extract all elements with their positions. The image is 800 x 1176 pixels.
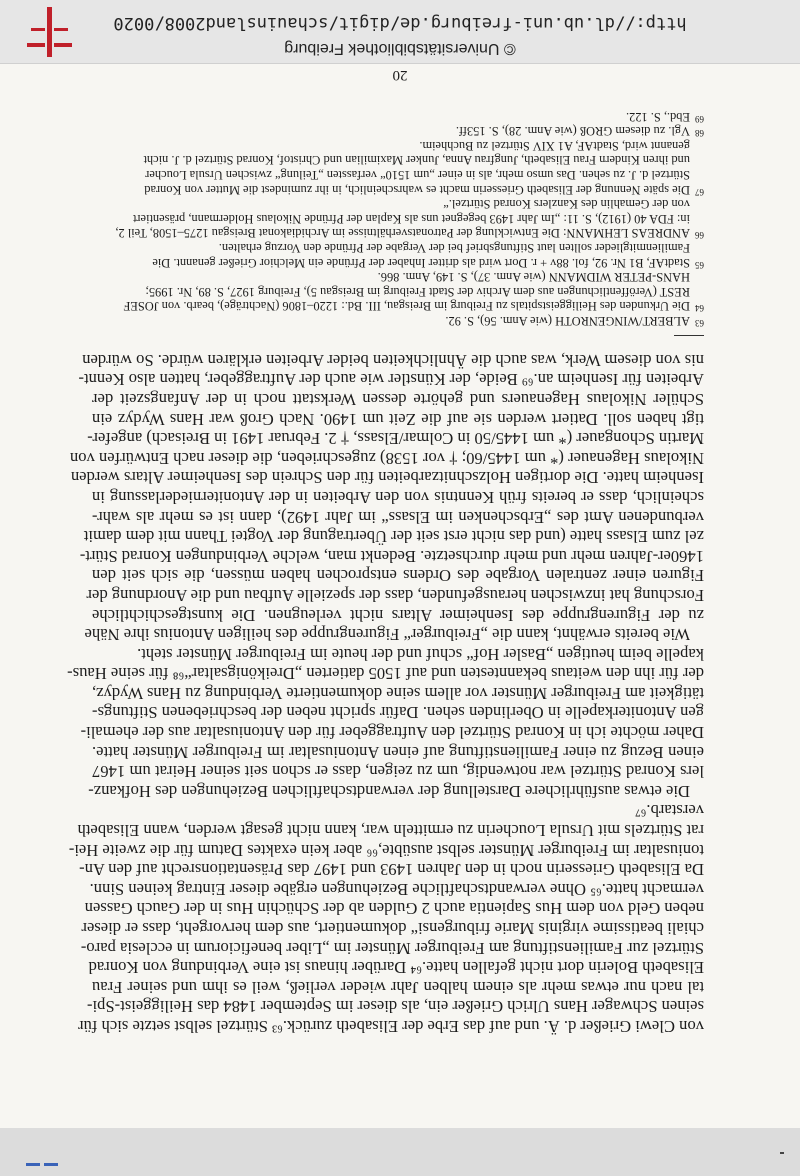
text-line: seinen Schwager Hans Ulrich Grießer ein, als dieser im September 1484 das Heiliggeist-Spi- [86, 997, 704, 1017]
text-line: Figuren einer zentralen Vorgabe des Ordens entsprochen haben müssen, die sich seit den [92, 566, 704, 586]
footnote [92, 124, 704, 139]
footnote [92, 270, 704, 314]
footnotes [92, 109, 704, 328]
text-line: nis von diesem Werk, was auch die Ähnlichkeiten beider Arbeiten erklären würde. So würden [82, 350, 704, 370]
footnote-line: in: FDA 40 (1912), S. 11: „Im Jahr 1493 begegnet uns als Kaplan der Pfründe Nikolaus Holdermann, präsentiert [132, 211, 690, 226]
text-line: verstarb.⁶⁷ [634, 801, 704, 821]
footnote-number: 64 [695, 303, 704, 314]
footnote-number: 68 [695, 128, 704, 139]
body-text [67, 350, 704, 1036]
text-line: Arbeiten für Isenheim an.⁶⁹ Beide, der Künstler wie auch der Auftraggeber, hatten also Kennt- [78, 370, 704, 390]
footnote-number: 65 [695, 259, 704, 270]
footnote-line: von der Gemahlin des Kanzlers Konrad Stürtzel.“ [443, 197, 690, 212]
text-line: Da Elisabeth Griesserin noch in den Jahren 1493 und 1497 das Präsentationsrecht auf den An- [79, 860, 704, 880]
text-line: chiali beatissime virginis Marie friburgensi“ dokumentiert, aus dem hervorgeht, dass er dieser [81, 919, 704, 939]
dash-icon [780, 1152, 784, 1154]
text-line: von Clewi Grießer d. Ä. und auf das Erbe der Elisabeth zurück.⁶³ Stürtzel selbst setzte sich für [78, 1017, 704, 1036]
footnote-line: Ebd., S. 122. [625, 109, 690, 124]
footnote-line: REST (Veröffentlichungen aus dem Archiv der Stadt Freiburg im Breisgau 5), Freiburg 1927, S. 89, Nr. 1995; [145, 284, 690, 299]
footnote-line: StadtAF, B1 Nr. 92, fol. 88v + r. Dort wird als dritter Inhaber der Pfründe ein Melchior Grießer genannt. Die [152, 255, 690, 270]
footnote-line: ANDREAS LEHMANN: Die Entwicklung der Patronatsverhältnisse im Archidiakonat Breisgau 1275–1508, Teil 2, [115, 226, 690, 241]
text-line: Elisabeth Bolerin dort nicht gefallen hatte.⁶⁴ Darüber hinaus ist eine Verbindung von Konrad [88, 958, 704, 978]
footnote-number: 63 [695, 318, 704, 328]
footnote-rule [674, 335, 704, 336]
footnote [92, 240, 704, 269]
footnote-line: und ihren Kindern Frau Elisabeth, Jungfrau Anna, Junker Maximilian und Christof, Konrad Stürtzel d. J. nicht [143, 153, 690, 168]
footnote-number: 67 [695, 186, 704, 197]
text-line: Martin Schongauer (* um 1445/50 in Colmar/Elsass, † 2. Februar 1491 in Breisach) angefer- [87, 429, 704, 449]
footnote-line: Stürtzel d. J. zu sehen. Das umso mehr, als in einer „um 1510“ verfassten „Teilung“ zwischen Ursula Loucher [145, 168, 690, 183]
text-line: Forschung hat inzwischen herausgefunden, dass der spezielle Aufbau und die Anordnung der [86, 585, 704, 605]
footnote-line: Familienmitglieder sollten laut Stiftungsbrief bei der Vergabe der Pfründe den Vorzug erhalten. [218, 241, 690, 256]
text-line: rat Stürtzels mit Ursula Loucherin zu ermitteln war, kann nicht gesagt werden, wann Elisabeth [77, 821, 704, 841]
text-line: tal nach nur etwas mehr als einem halben Jahr wieder verließ, weil es ihm und seiner Frau [92, 977, 704, 997]
text-line: Stürtzel zur Familienstiftung am Freiburger Münster im „Liber beneficiorum in ecclesia paro- [80, 938, 704, 958]
text-line: Die etwas ausführlichere Darstellung der verwandtschaftlichen Beziehungen des Hofkanz- [88, 781, 690, 801]
footnote-number: 69 [695, 113, 704, 124]
text-line: scheinlich, dass er bereits früh Kenntnis von den Arbeiten in der Antoniterniederlassung in [92, 487, 704, 507]
text-line: neben Geld von dem Hus Sapientia auch 2 Gulden ab der Schüchin Hus in der Gauch Gassen [84, 899, 704, 919]
text-line: einen Bezug zu einer Familienstiftung auf einen Antoniusaltar im Freiburger Münster hatte. [92, 742, 704, 762]
text-line: Wie bereits erwähnt, kann die „Freiburger“ Figurengruppe des heiligen Antonius ihre Nähe [84, 625, 690, 645]
text-line: lers Konrad Stürtzel war notwendig, um zu zeigen, dass er schon seit seiner Heirat um 1467 [92, 762, 704, 782]
text-line: der für ihn den weitaus bekanntesten und auf 1505 datierten „Dreikönigsaltar“⁶⁸ für seine Haus- [67, 664, 704, 684]
copyright-notice: © Universitätsbibliothek Freiburg [284, 40, 516, 57]
footnote-line: genannt wird, StadtAF, A1 XIV Stürtzel zu Buchheim. [419, 138, 690, 153]
text-line: 1460er-Jahren mehr und mehr durchsetzte. Bedenkt man, welche Verbindungen Konrad Stürt- [79, 546, 704, 566]
text-line: Nikolaus Hagenauer (* um 1445/60; † vor 1538) zugeschrieben, die dieser nach Entwürfen von [69, 448, 704, 468]
text-line: tätigkeit am Freiburger Münster vor allem seine dokumentierte Verbindung zu Hans Wydyz, [92, 683, 704, 703]
footnote-number: 66 [695, 230, 704, 241]
footnote [92, 138, 704, 196]
viewer-bottom-bar [0, 1127, 800, 1176]
text-line: Daher möchte ich in Konrad Stürtzel den Auftraggeber für den Antoniusaltar aus der ehemali- [80, 723, 704, 743]
footnote-line: Die späte Nennung der Elisabeth Griesserin macht es wahrscheinlich, in ihr zumindest die Mutter von Konrad [144, 182, 690, 197]
text-line: Schüler Nikolaus Hagenauers und gehörte dessen Werkstatt noch in der Anfangszeit der [92, 390, 704, 409]
footnote-line: Vgl. zu diesem GROß (wie Anm. 28), S. 153ff. [455, 124, 690, 139]
page-number: 20 [392, 67, 408, 83]
text-line: Isenheim hatte. Die dortigen Holzschnitzarbeiten für den Schrein des Isenheimer Altars werden [70, 468, 704, 488]
footnote [92, 109, 704, 124]
text-line: verbundenen Amt des „Erbschenken im Elsass“ im Jahr 1492), dann ist es mehr als wahr- [92, 507, 704, 527]
ub-freiburg-logo-icon [22, 3, 78, 61]
corner-marks-icon [22, 1132, 62, 1172]
footnote [92, 313, 704, 328]
footnote-line: ALBERT/WINGENROTH (wie Anm. 56), S. 92. [445, 314, 690, 328]
text-line: tigt haben soll. Datiert werden sie auf die Zeit um 1490. Nach Groß war Hans Wydyz ein [92, 409, 704, 429]
viewer-footer [0, 0, 800, 64]
text-line: gen Antoniterkapelle in Oberlinden sehen. Dafür spricht neben der beschriebenen Stiftungs- [92, 703, 704, 723]
footnote-line: HANS-PETER WIDMANN (wie Anm. 37), S. 149, Anm. 866. [377, 270, 690, 285]
footnote-line: Die Urkunden des Heiliggeistspitals zu Freiburg im Breisgau, III. Bd.: 1220–1806 (Nachträge), bearb. von JOSEF [123, 299, 690, 314]
text-line: toniusaltar im Freiburger Münster selbst ausübte,⁶⁶ aber kein exaktes Datum für die zweite Hei- [68, 840, 704, 860]
footnote [92, 197, 704, 241]
text-line: zu der Figurengruppe des Isenheimer Altars nicht verleugnen. Die kunstgeschichtliche [92, 605, 704, 625]
text-line: vermacht hatte.⁶⁵ Ohne verwandtschaftliche Beziehungen ergäbe dieser Eintrag keinen Sinn. [89, 879, 704, 899]
document-url[interactable]: http://dl.ub.uni-freiburg.de/digit/schauinsland2008/0020 [113, 13, 687, 33]
text-line: kapelle beim heutigen „Basler Hof“ schuf und der heute im Freiburger Münster steht. [137, 644, 704, 664]
text-line: zel zum Elsass hatte (und das nicht erst seit der Übertragung der Vogtei Thann mit dem damit [83, 527, 704, 547]
